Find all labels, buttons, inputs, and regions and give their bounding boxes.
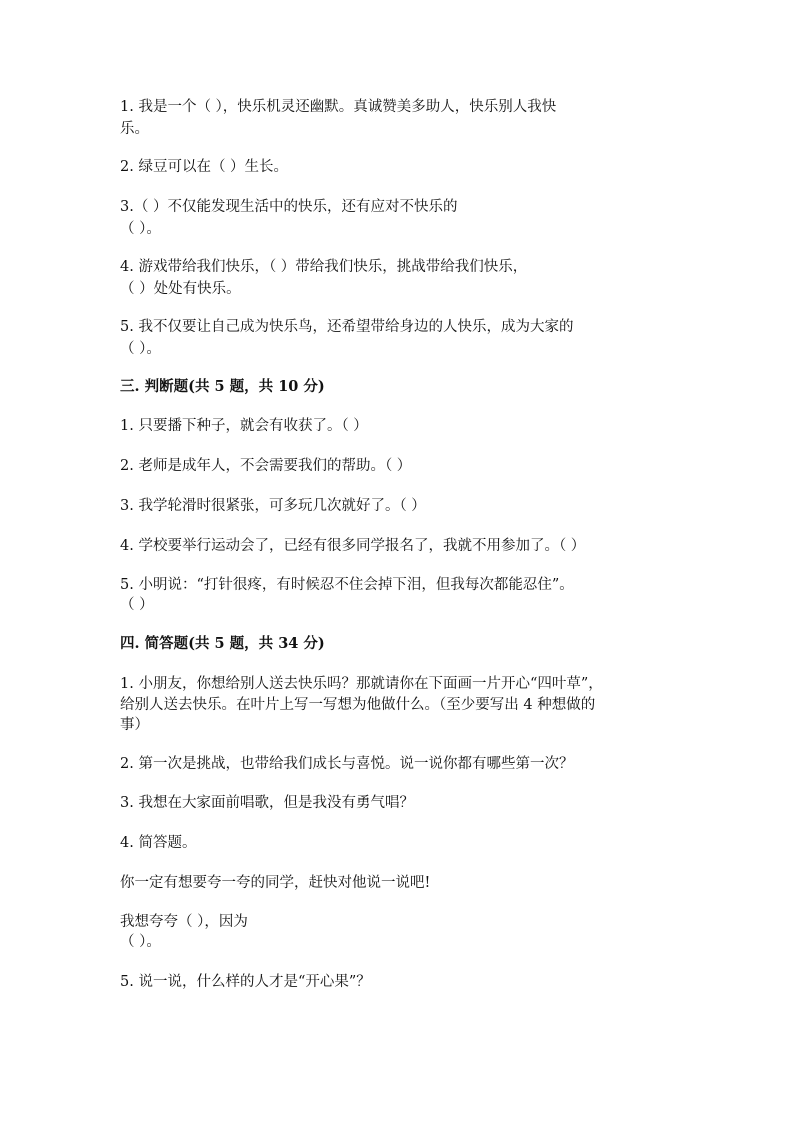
- short-q5: 5. 说一说，什么样的人才是“开心果”？: [120, 974, 371, 990]
- fill-q5-line1: 5. 我不仅要让自己成为快乐鸟，还希望带给身边的人快乐，成为大家的: [120, 319, 574, 335]
- short-q1-line3: 事）: [120, 717, 149, 733]
- judgment-q5-line2: （ ）: [120, 597, 154, 613]
- short-q4-title: 4. 简答题。: [120, 835, 197, 851]
- short-q4-line1: 我想夸夸（ ），因为: [120, 914, 248, 930]
- judgment-heading: 三. 判断题(共 5 题，共 10 分): [120, 378, 325, 395]
- judgment-q3: 3. 我学轮滑时很紧张，可多玩几次就好了。（ ）: [120, 498, 426, 514]
- judgment-q4: 4. 学校要举行运动会了，已经有很多同学报名了，我就不用参加了。（ ）: [120, 538, 586, 554]
- fill-q4-line2: （ ）处处有快乐。: [120, 281, 241, 297]
- short-q4-line2: （ ）。: [120, 934, 161, 950]
- fill-q3-line1: 3.（ ）不仅能发现生活中的快乐，还有应对不快乐的: [120, 199, 458, 215]
- fill-q1-line1: 1. 我是一个（ ），快乐机灵还幽默。真诚赞美多助人，快乐别人我快: [120, 99, 557, 115]
- short-q3: 3. 我想在大家面前唱歌，但是我没有勇气唱？: [120, 795, 414, 811]
- fill-q1-line2: 乐。: [120, 121, 149, 137]
- judgment-q5-line1: 5. 小明说：“打针很疼，有时候忍不住会掉下泪，但我每次都能忍住”。: [120, 577, 574, 593]
- short-answer-heading: 四. 简答题(共 5 题，共 34 分): [120, 635, 325, 652]
- fill-q2-line1: 2. 绿豆可以在（ ）生长。: [120, 159, 289, 175]
- judgment-q2: 2. 老师是成年人，不会需要我们的帮助。（ ）: [120, 458, 412, 474]
- fill-q5-line2: （ ）。: [120, 341, 161, 357]
- short-q2: 2. 第一次是挑战，也带给我们成长与喜悦。说一说你都有哪些第一次？: [120, 756, 574, 772]
- short-q1-line2: 给别人送去快乐。在叶片上写一写想为他做什么。（至少要写出 4 种想做的: [120, 697, 596, 713]
- short-q4-prompt: 你一定有想要夸一夸的同学，赶快对他说一说吧!: [120, 875, 431, 891]
- short-q1-line1: 1. 小朋友，你想给别人送去快乐吗？那就请你在下面画一片开心“四叶草”，: [120, 676, 603, 692]
- judgment-q1: 1. 只要播下种子，就会有收获了。（ ）: [120, 418, 368, 434]
- fill-q3-line2: （ ）。: [120, 221, 161, 237]
- fill-q4-line1: 4. 游戏带给我们快乐，（ ）带给我们快乐，挑战带给我们快乐，: [120, 259, 528, 275]
